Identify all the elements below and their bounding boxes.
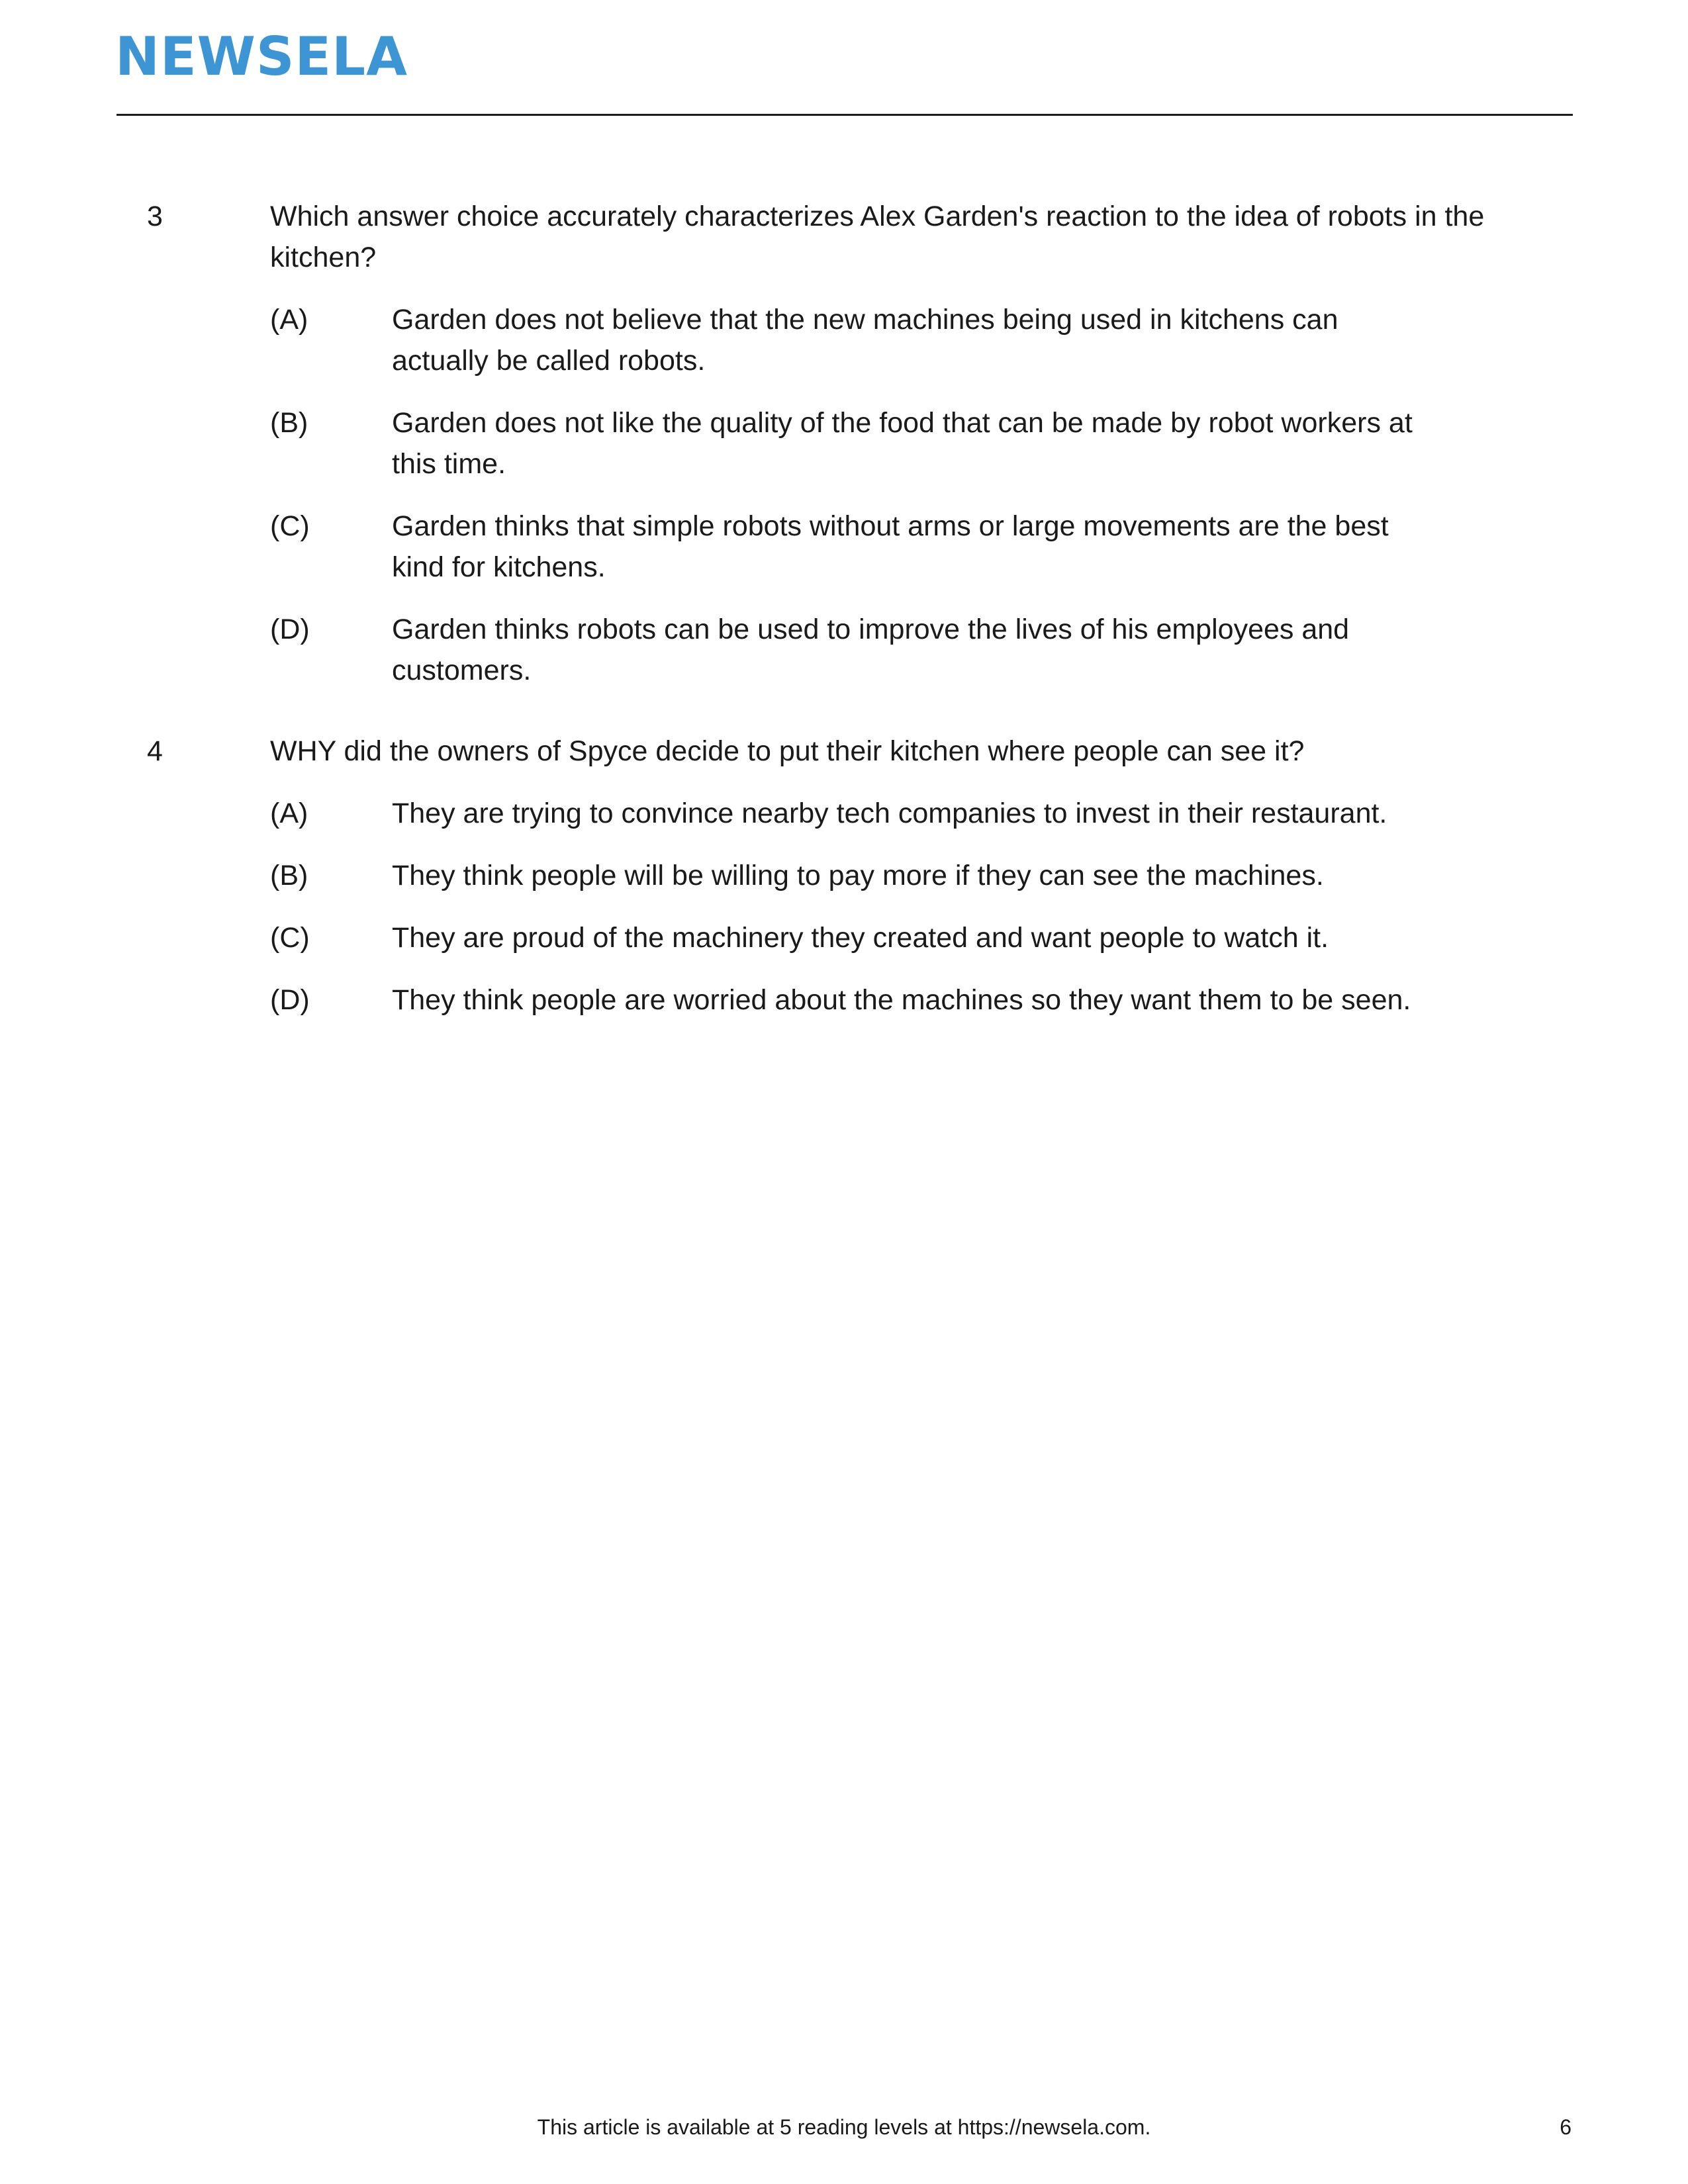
footer-availability-text: This article is available at 5 reading levels at https://newsela.com. — [537, 2115, 1151, 2139]
question-list — [147, 196, 1537, 1021]
question-4 — [147, 731, 1537, 1021]
answer-choice-d — [270, 979, 1537, 1021]
choice-text: They think people are worried about the machines so they want them to be seen. — [392, 984, 1411, 1016]
answer-choice-b — [270, 855, 1537, 896]
question-3 — [147, 196, 1537, 691]
page-number: 6 — [1560, 2115, 1571, 2139]
choice-text: Garden does not believe that the new machines being used in kitchens can actually be called robots. — [392, 304, 1338, 377]
question-number: 3 — [147, 201, 163, 232]
choice-text: Garden thinks robots can be used to improve the lives of his employees and customers. — [392, 614, 1350, 686]
choice-letter: (B) — [270, 860, 308, 891]
answer-choice-b — [270, 402, 1537, 484]
choice-text: They are trying to convince nearby tech companies to invest in their restaurant. — [392, 797, 1387, 829]
choice-letter: (C) — [270, 922, 310, 954]
newsela-logo: NEWSELA — [115, 26, 408, 87]
question-number: 4 — [147, 735, 163, 767]
choice-text: Garden does not like the quality of the food that can be made by robot workers at this time. — [392, 407, 1413, 480]
question-body — [270, 731, 1537, 1021]
answer-choice-a — [270, 299, 1537, 381]
choice-letter: (C) — [270, 510, 310, 542]
question-body — [270, 196, 1537, 691]
choice-letter: (B) — [270, 407, 308, 439]
answer-choice-d — [270, 609, 1537, 691]
header-divider — [117, 114, 1573, 116]
choice-text: They are proud of the machinery they created and want people to watch it. — [392, 922, 1329, 954]
answer-choice-a — [270, 793, 1537, 834]
choice-letter: (D) — [270, 614, 310, 645]
choice-text: Garden thinks that simple robots without arms or large movements are the best kind for kitchens. — [392, 510, 1389, 583]
answer-choice-c — [270, 917, 1537, 958]
choice-letter: (A) — [270, 797, 308, 829]
question-stem: WHY did the owners of Spyce decide to put their kitchen where people can see it? — [270, 735, 1305, 767]
answer-choice-c — [270, 506, 1537, 588]
question-stem: Which answer choice accurately characterizes Alex Garden's reaction to the idea of robots in the kitchen? — [270, 201, 1485, 273]
choice-letter: (D) — [270, 984, 310, 1016]
choice-letter: (A) — [270, 304, 308, 336]
choice-text: They think people will be willing to pay more if they can see the machines. — [392, 860, 1324, 891]
